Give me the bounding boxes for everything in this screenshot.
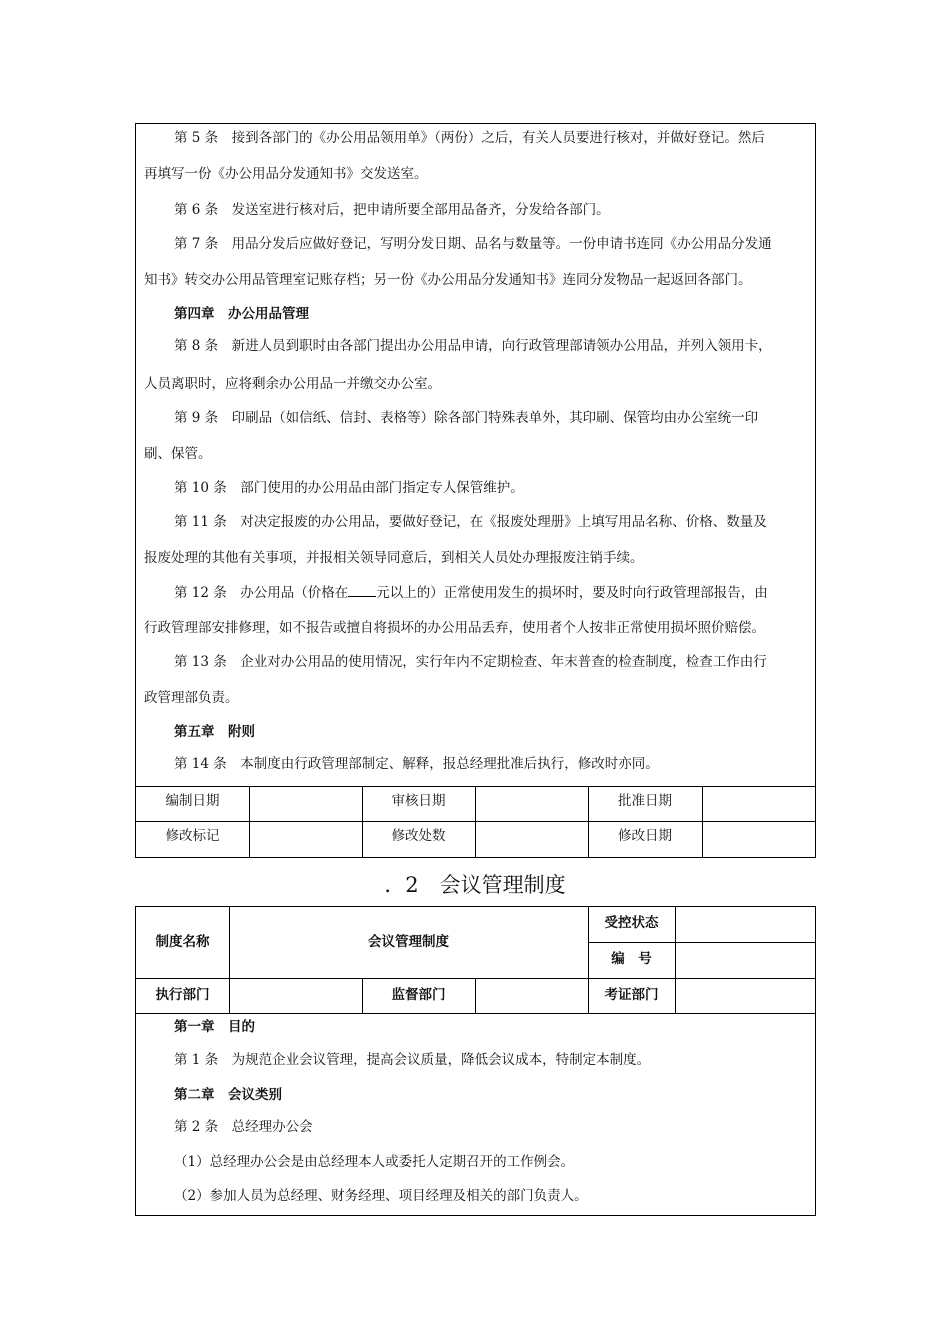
footer-table-col-border [249,786,250,857]
chapter-5-heading: 第五章 附则 [174,724,255,740]
article-12-line-2: 行政管理部安排修理，如不报告或擅自将损坏的办公用品丢弃，使用者个人按非正常使用损坏照价赔偿。 [144,620,765,636]
regulation-name-label: 制度名称 [155,934,210,950]
article-13-line-2: 政管理部负责。 [144,690,239,706]
regulation-name-value: 会议管理制度 [368,934,449,950]
header-table-row-border [588,942,815,943]
meeting-regulation-block [135,906,816,1216]
item-1: （1）总经理办公会是由总经理本人或委托人定期召开的工作例会。 [174,1154,575,1170]
header-table-bottom-border [136,1013,815,1014]
article-12-part-a: 第 12 条 办公用品（价格在 [174,585,349,601]
number-label: 编 号 [611,951,652,967]
article-5-line-2: 再填写一份《办公用品分发通知书》交发送室。 [144,166,428,182]
header-table-col-border [229,907,230,1013]
article-9-line-1: 第 9 条 印刷品（如信纸、信封、表格等）除各部门特殊表单外，其印刷、保管均由办公室统一印 [174,410,759,426]
supervising-dept-label: 监督部门 [391,987,446,1003]
chapter-2-heading: 第二章 会议类别 [174,1087,282,1103]
article-13-line-1: 第 13 条 企业对办公用品的使用情况，实行年内不定期检查、年末普查的检查制度，检查工作由行 [174,654,767,670]
regulation-text-block [135,123,816,858]
revision-count-label: 修改处数 [391,828,446,844]
article-12-line-1 [174,582,768,603]
article-6: 第 6 条 发送室进行核对后，把申请所要全部用品备齐，分发给各部门。 [174,202,610,218]
executing-dept-label: 执行部门 [155,987,210,1003]
article-7-line-1: 第 7 条 用品分发后应做好登记，写明分发日期、品名与数量等。一份申请书连同《办公用品分发通 [174,236,772,252]
revision-date-label: 修改日期 [618,828,672,844]
article-14: 第 14 条 本制度由行政管理部制定、解释，报总经理批准后执行，修改时亦同。 [174,756,659,772]
compile-date-label: 编制日期 [165,793,220,809]
approval-date-label: 批准日期 [618,793,672,809]
section-heading: ．2 会议管理制度 [384,873,566,897]
control-status-label: 受控状态 [604,915,659,931]
review-date-label: 审核日期 [391,793,446,809]
header-table-col-border [475,978,476,1013]
article-10: 第 10 条 部门使用的办公用品由部门指定专人保管维护。 [174,480,524,496]
chapter-1-heading: 第一章 目的 [174,1019,255,1035]
verification-dept-label: 考证部门 [604,987,659,1003]
article-7-line-2: 知书》转交办公用品管理室记账存档；另一份《办公用品分发通知书》连同分发物品一起返回各部门。 [144,272,752,288]
footer-table-col-border [475,786,476,857]
article-11-line-1: 第 11 条 对决定报废的办公用品，要做好登记，在《报废处理册》上填写用品名称、价格、数量及 [174,514,767,530]
footer-table-col-border [702,786,703,857]
article-12-part-b: 元以上的）正常使用发生的损坏时，要及时向行政管理部报告，由 [376,585,768,601]
article-8-line-2: 人员离职时，应将剩余办公用品一并缴交办公室。 [144,376,441,392]
article-11-line-2: 报废处理的其他有关事项，并报相关领导同意后，到相关人员处办理报废注销手续。 [144,550,644,566]
article-8-line-1: 第 8 条 新进人员到职时由各部门提出办公用品申请，向行政管理部请领办公用品，并列入领用卡， [174,338,772,354]
article-9-line-2: 刷、保管。 [144,446,212,462]
item-2: （2）参加人员为总经理、财务经理、项目经理及相关的部门负责人。 [174,1188,588,1204]
revision-mark-label: 修改标记 [165,828,220,844]
article-5-line-1: 第 5 条 接到各部门的《办公用品领用单》（两份）之后，有关人员要进行核对，并做好登记。然后 [174,130,765,146]
header-table-row-border [136,978,815,979]
chapter-4-heading: 第四章 办公用品管理 [174,306,309,322]
article-2: 第 2 条 总经理办公会 [174,1119,313,1135]
price-blank [348,582,376,597]
article-1: 第 1 条 为规范企业会议管理，提高会议质量，降低会议成本，特制定本制度。 [174,1052,651,1068]
header-table-col-border [675,907,676,1013]
